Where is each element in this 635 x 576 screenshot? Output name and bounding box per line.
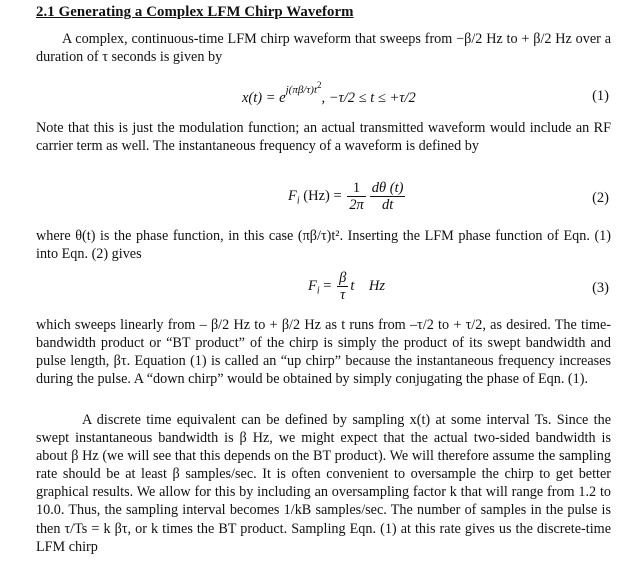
paragraph-discrete-time: A discrete time equivalent can be defined by sampling x(t) at some interval Ts. Since the swept instantaneous bandwidth is β Hz, we might expect that the actual two-sided bandwidth is about β Hz (we will see that this depends on the BT product). We will therefore assume the sampling rate should be at least β samples/sec. It is often convenient to oversample the chirp to get better graphical results. We allow for this by including an oversampling factor k that will range from 1.2 to 10.0. Thus, the sampling interval becomes 1/kB samples/sec. The number of samples in the pulse is then τ/Ts = k βτ, or k times the BT product. Sampling Eqn. (1) at this rate gives us the discrete-time LFM chirp <box>36 412 611 555</box>
eq2-lhs: F <box>288 187 297 204</box>
eq2-frac1-denominator: 2π <box>349 197 364 213</box>
equation-1 <box>0 74 635 104</box>
section-heading: 2.1 Generating a Complex LFM Chirp Waveform <box>36 4 354 20</box>
equation-2 <box>0 178 635 220</box>
eq3-fraction <box>337 270 348 303</box>
eq2-unit: (Hz) = <box>299 187 342 204</box>
eq2-frac1-numerator: 1 <box>347 180 366 197</box>
paragraph-intro: A complex, continuous-time LFM chirp waveform that sweeps from −β/2 Hz to + β/2 Hz over a duration of τ seconds is given by <box>36 31 611 66</box>
eq3-frac-numerator: β <box>339 270 347 286</box>
eq1-number: (1) <box>592 88 609 104</box>
paragraph-bt-product: which sweeps linearly from – β/2 Hz to + β/2 Hz as t runs from –τ/2 to + τ/2, as desired. The time-bandwidth product or “BT product” of the chirp is simply the product of its swept bandwidth and pulse length, βτ. Equation (1) is called an “up chirp” because the instantaneous frequency increases during the pulse. A “down chirp” would be obtained by simply conjugating the phase of Eqn. (1). <box>36 317 611 388</box>
eq3-lhs-sub: i <box>316 285 320 297</box>
paragraph-definition: Note that this is just the modulation function; an actual transmitted waveform would include an RF carrier term as well. The instantaneous frequency of a waveform is defined by <box>36 120 611 155</box>
eq3-number: (3) <box>592 280 609 296</box>
eq3-rhs: t Hz <box>350 277 385 294</box>
eq2-fraction-1 <box>347 180 366 213</box>
eq2-frac2-denominator: dt <box>381 197 394 213</box>
eq2-number: (2) <box>592 190 609 206</box>
eq1-exponent-power: 2 <box>317 80 322 90</box>
eq1-range: , −τ/2 ≤ t ≤ +τ/2 <box>321 90 416 106</box>
eq1-exponent: j(πβ/τ)t <box>285 84 318 96</box>
paragraph-phase-function: where θ(t) is the phase function, in this case (πβ/τ)t². Inserting the LFM phase function of Eqn. (1) into Eqn. (2) gives <box>36 228 611 263</box>
eq3-equals: = <box>319 277 332 294</box>
eq2-lhs-sub: i <box>296 195 300 207</box>
eq2-fraction-2 <box>370 180 406 213</box>
eq2-frac2-numerator: dθ (t) <box>371 180 404 196</box>
eq3-lhs: F <box>308 277 317 294</box>
eq1-lhs: x(t) = e <box>242 90 286 106</box>
eq3-frac-denominator: τ <box>340 287 346 303</box>
equation-3 <box>0 268 635 308</box>
